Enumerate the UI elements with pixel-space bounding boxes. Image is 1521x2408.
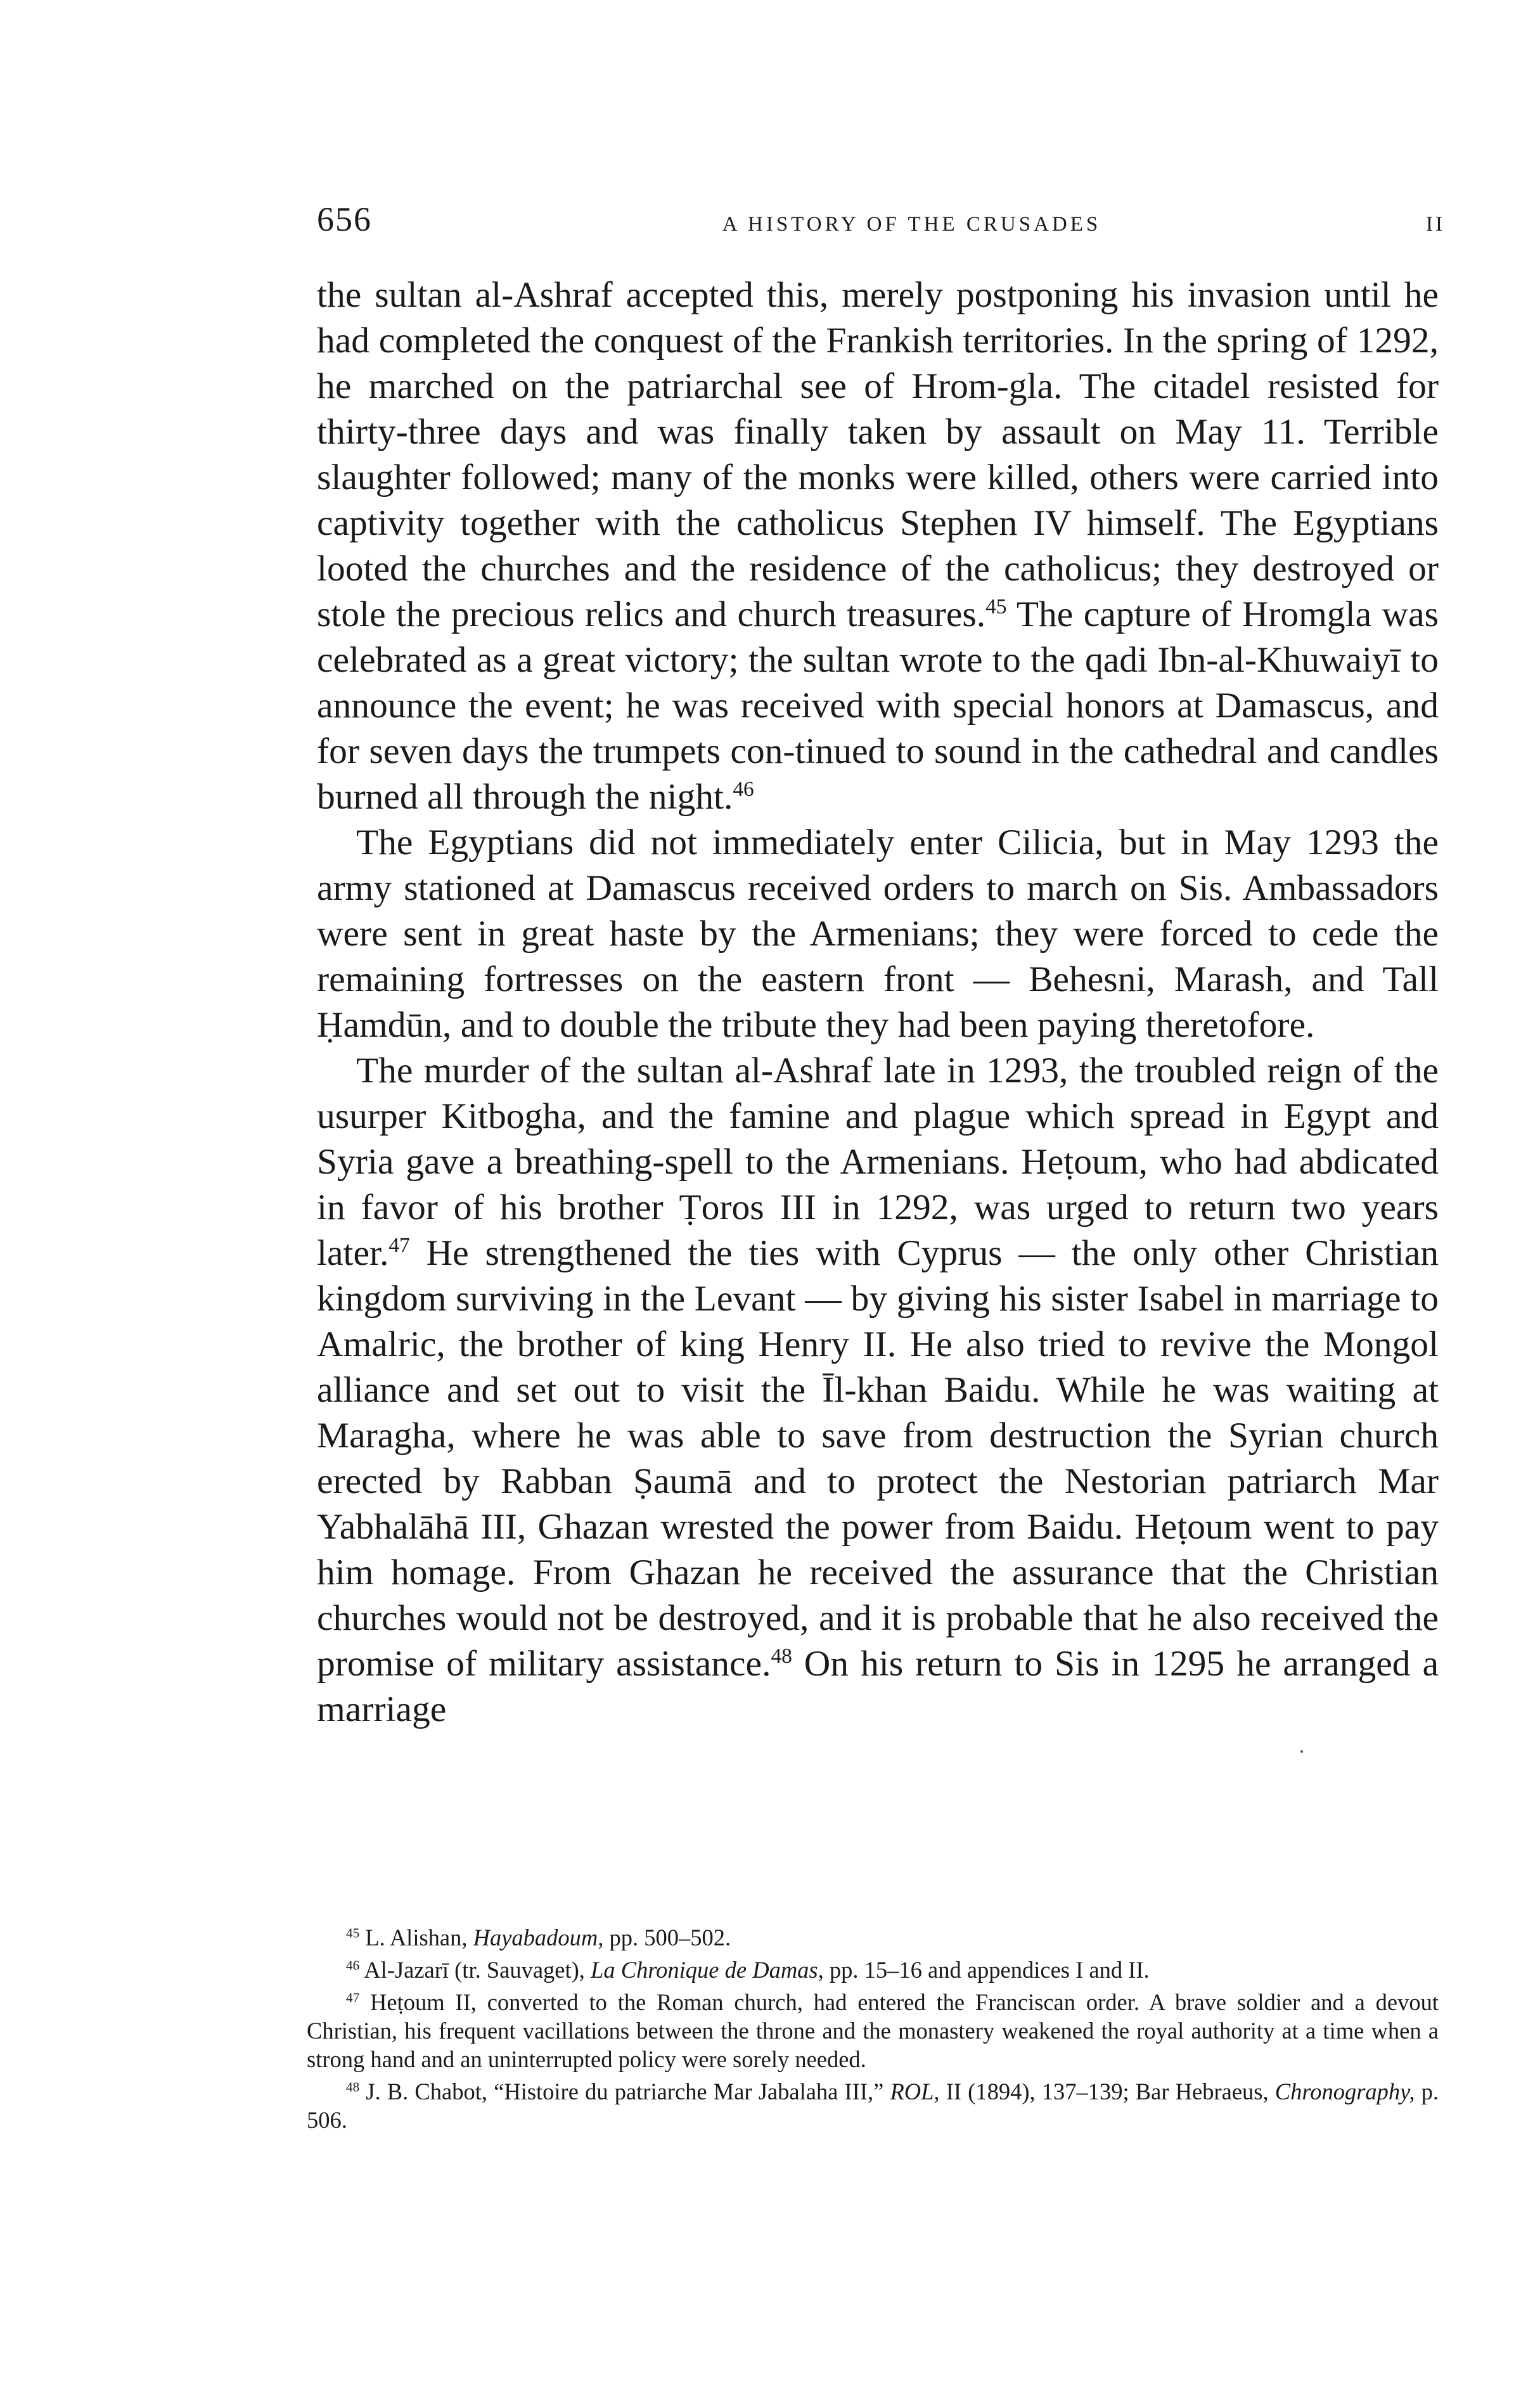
footnote-text: L. Alishan, [359, 1924, 473, 1950]
footnote-47 [307, 1988, 1439, 2073]
footnote-48 [307, 2077, 1439, 2134]
footnote-number: 46 [346, 1957, 360, 1973]
paragraph-text: On his return to Sis in 1295 he arranged a marriage [317, 1644, 1439, 1729]
footnote-text: J. B. Chabot, “Histoire du patriarche Mar Jabalaha III,” [359, 2078, 890, 2104]
paragraph-text: The murder of the sultan al-Ashraf late in 1293, the troubled reign of the usurper Kitbogha, and the famine and plague which spread in Egypt and Syria gave a breathing-spell to the Armenians. Heṭoum, who had abdicated in favor of his brother Ṭoros III in 1292, was urged to return two years later. [317, 1051, 1439, 1273]
footnote-title: Chronography, [1274, 2078, 1415, 2104]
page-number: 656 [317, 200, 372, 238]
footnote-text: Al-Jazarī (tr. Sauvaget), [359, 1957, 591, 1983]
running-header [317, 200, 1445, 238]
volume-number: II [1426, 213, 1445, 236]
footnote-title: ROL, [890, 2078, 940, 2104]
footnote-ref-48[interactable]: 48 [771, 1644, 792, 1668]
footnote-45 [307, 1923, 1439, 1952]
footnote-title: Hayabadoum, [473, 1924, 604, 1950]
footnote-ref-47[interactable]: 47 [388, 1234, 410, 1257]
footnote-text: II (1894), 137–139; Bar Hebraeus, [939, 2078, 1275, 2104]
paragraph-3 [317, 1048, 1439, 1732]
paragraph-text: the sultan al-Ashraf accepted this, merely postponing his invasion until he had completed the conquest of the Frankish territories. In the spring of 1292, he marched on the patriarchal see of Hrom-gla. The citadel resisted for thirty-three days and was finally taken by assault on May 11. Terrible slaughter followed; many of the monks were killed, others were carried into captivity together with the catholicus Stephen IV himself. The Egyptians looted the churches and the residence of the catholicus; they destroyed or stole the precious relics and church treasures. [317, 275, 1439, 634]
paragraph-2: The Egyptians did not immediately enter Cilicia, but in May 1293 the army stationed at Damascus received orders to march on Sis. Ambassadors were sent in great haste by the Armenians; they were forced to cede the remaining fortresses on the eastern front — Behesni, Marash, and Tall Ḥamdūn, and to double the tribute they had been paying theretofore. [317, 823, 1439, 1045]
footnote-text: pp. 500–502. [603, 1924, 731, 1950]
paragraph-1 [317, 272, 1439, 820]
footnote-number: 47 [346, 1990, 360, 2006]
footnotes [307, 1923, 1439, 2138]
paragraph-text: The capture of Hromgla was celebrated as a great victory; the sultan wrote to the qadi Ibn-al-Khuwaiyī to announce the event; he was received with special honors at Damascus, and for seven days the trumpets con-tinued to sound in the cathedral and candles burned all through the night. [317, 594, 1439, 817]
print-speck [1300, 1750, 1303, 1753]
footnote-title: La Chronique de Damas, [591, 1957, 824, 1983]
footnote-ref-45[interactable]: 45 [985, 595, 1007, 618]
running-title: A HISTORY OF THE CRUSADES [722, 213, 1101, 236]
main-text [317, 272, 1439, 1732]
footnote-text: p. 506. [307, 2078, 1439, 2133]
footnote-ref-46[interactable]: 46 [733, 778, 754, 801]
footnote-46 [307, 1956, 1439, 1984]
footnote-number: 45 [346, 1925, 360, 1941]
paragraph-text: He strengthened the ties with Cyprus — the only other Christian kingdom surviving in the Levant — by giving his sister Isabel in marriage to Amalric, the brother of king Henry II. He also tried to revive the Mongol alliance and set out to visit the Īl-khan Baidu. While he was waiting at Maragha, where he was able to save from destruction the Syrian church erected by Rabban Ṣaumā and to protect the Nestorian patriarch Mar Yabhalāhā III, Ghazan wrested the power from Baidu. Heṭoum went to pay him homage. From Ghazan he received the assurance that the Christian churches would not be destroyed, and it is probable that he also received the promise of military assistance. [317, 1233, 1439, 1684]
footnote-number: 48 [346, 2079, 360, 2095]
footnote-text: pp. 15–16 and appendices I and II. [823, 1957, 1150, 1983]
footnote-text: Heṭoum II, converted to the Roman church, had entered the Franciscan order. A brave soldier and a devout Christian, his frequent vacillations between the throne and the monastery weakened the royal authority at a time when a strong hand and an uninterrupted policy were sorely needed. [307, 1989, 1439, 2072]
